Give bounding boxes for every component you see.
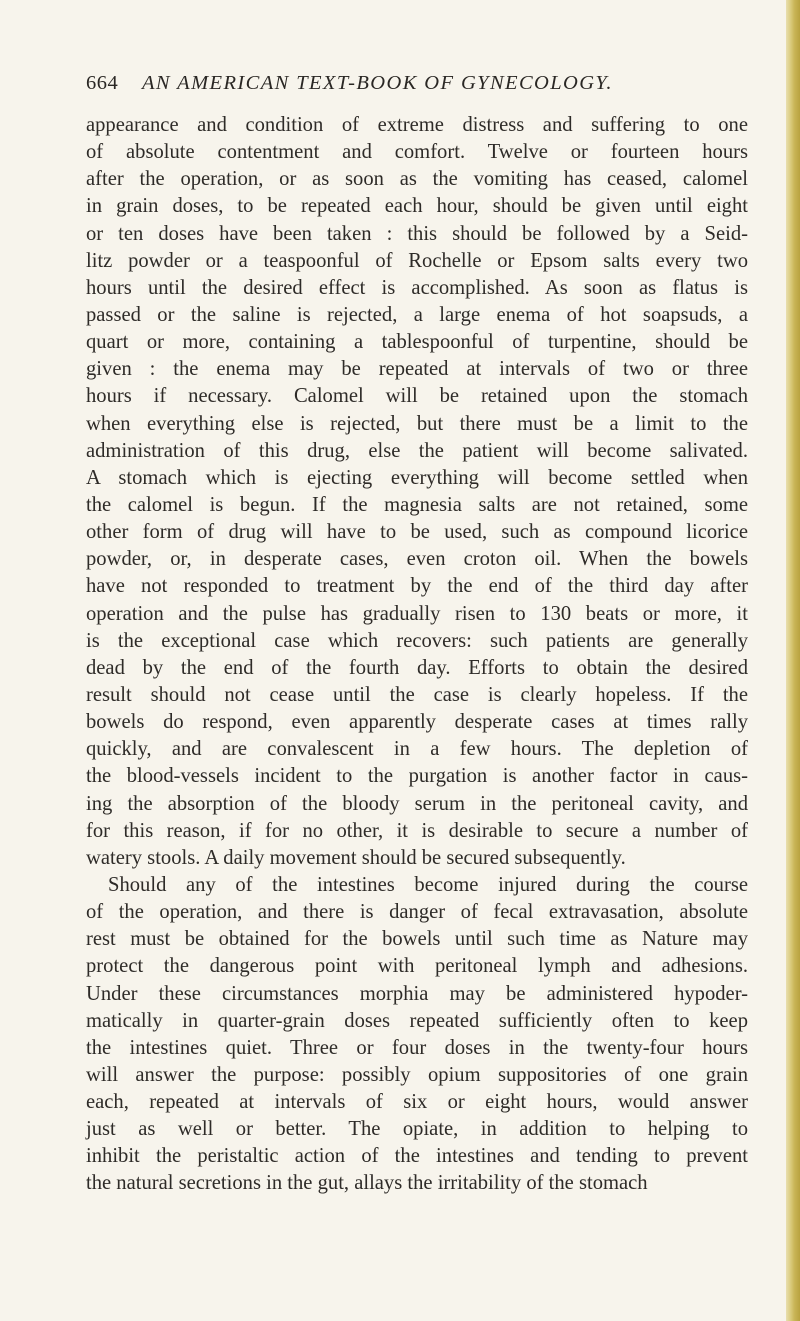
running-title: AN AMERICAN TEXT-BOOK OF GYNECOLOGY. bbox=[142, 72, 613, 94]
text-line: Under these circumstances morphia may be administered hypoder- bbox=[86, 982, 748, 1005]
text-line: operation and the pulse has gradually risen to 130 beats or more, it bbox=[86, 602, 748, 625]
text-line: rest must be obtained for the bowels until such time as Nature may bbox=[86, 928, 748, 951]
text-line: Should any of the intestines become injured during the course bbox=[108, 873, 748, 896]
text-line: the natural secretions in the gut, allays the irritability of the stomach bbox=[86, 1172, 648, 1195]
text-line: given : the enema may be repeated at intervals of two or three bbox=[86, 358, 748, 381]
text-line: result should not cease until the case is clearly hopeless. If the bbox=[86, 683, 748, 706]
text-line: passed or the saline is rejected, a large enema of hot soapsuds, a bbox=[86, 303, 748, 326]
text-line: dead by the end of the fourth day. Efforts to obtain the desired bbox=[86, 656, 748, 679]
text-line: quickly, and are convalescent in a few hours. The depletion of bbox=[86, 738, 748, 761]
text-line: each, repeated at intervals of six or eight hours, would answer bbox=[86, 1091, 748, 1114]
text-line: the intestines quiet. Three or four doses in the twenty-four hours bbox=[86, 1036, 748, 1059]
text-line: for this reason, if for no other, it is desirable to secure a number of bbox=[86, 819, 748, 842]
text-line: watery stools. A daily movement should be secured subsequently. bbox=[86, 846, 626, 869]
text-line: other form of drug will have to be used, such as compound licorice bbox=[86, 521, 748, 544]
text-line: bowels do respond, even apparently desperate cases at times rally bbox=[86, 711, 748, 734]
text-line: of the operation, and there is danger of fecal extravasation, absolute bbox=[86, 901, 748, 924]
running-head bbox=[86, 72, 726, 102]
text-line: quart or more, containing a tablespoonful of turpentine, should be bbox=[86, 331, 748, 354]
page-edge bbox=[786, 0, 800, 1321]
text-line: or ten doses have been taken : this should be followed by a Seid- bbox=[86, 222, 748, 245]
text-line: appearance and condition of extreme distress and suffering to one bbox=[86, 114, 748, 136]
text-line: when everything else is rejected, but there must be a limit to the bbox=[86, 412, 748, 435]
text-line: have not responded to treatment by the end of the third day after bbox=[86, 575, 748, 598]
text-line: hours if necessary. Calomel will be retained upon the stomach bbox=[86, 385, 748, 408]
text-line: after the operation, or as soon as the vomiting has ceased, calomel bbox=[86, 168, 748, 191]
text-line: is the exceptional case which recovers: such patients are generally bbox=[86, 629, 748, 652]
text-line: A stomach which is ejecting everything will become settled when bbox=[86, 466, 748, 489]
text-line: will answer the purpose: possibly opium suppositories of one grain bbox=[86, 1063, 748, 1086]
text-line: litz powder or a teaspoonful of Rochelle or Epsom salts every two bbox=[86, 249, 748, 272]
text-line: inhibit the peristaltic action of the intestines and tending to prevent bbox=[86, 1145, 748, 1168]
text-line: ing the absorption of the bloody serum in the peritoneal cavity, and bbox=[86, 792, 748, 815]
text-line: of absolute contentment and comfort. Twelve or fourteen hours bbox=[86, 141, 748, 164]
text-line: in grain doses, to be repeated each hour, should be given until eight bbox=[86, 195, 748, 218]
text-line: hours until the desired effect is accomplished. As soon as flatus is bbox=[86, 276, 748, 299]
text-line: administration of this drug, else the patient will become salivated. bbox=[86, 439, 748, 462]
text-line: just as well or better. The opiate, in addition to helping to bbox=[86, 1118, 748, 1141]
text-line: the blood-vessels incident to the purgation is another factor in caus- bbox=[86, 765, 748, 788]
text-line: the calomel is begun. If the magnesia salts are not retained, some bbox=[86, 493, 748, 516]
body-text bbox=[86, 112, 748, 1198]
text-line: matically in quarter-grain doses repeated sufficiently often to keep bbox=[86, 1009, 748, 1032]
text-line: powder, or, in desperate cases, even croton oil. When the bowels bbox=[86, 548, 748, 571]
page-number: 664 bbox=[86, 72, 119, 94]
text-line: protect the dangerous point with peritoneal lymph and adhesions. bbox=[86, 955, 748, 978]
